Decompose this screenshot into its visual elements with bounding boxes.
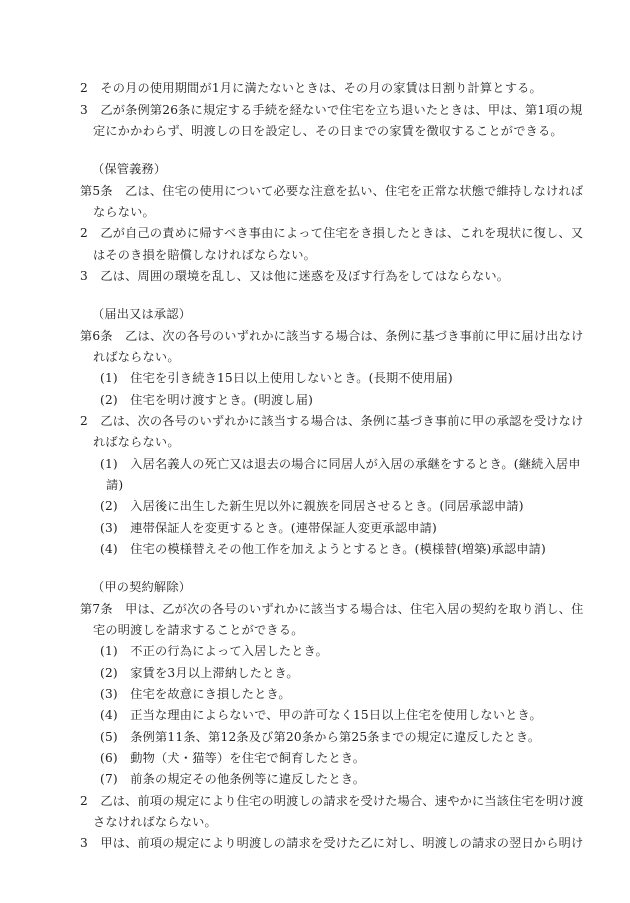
- list-item: (1) 住宅を引き続き15日以上使用しないとき。(長期不使用届): [100, 371, 453, 385]
- section-heading: （保管義務）: [92, 162, 167, 176]
- text-line: 定にかかわらず、明渡しの日を設定し、その日までの家賃を徴収することができる。: [93, 124, 563, 138]
- text-line: 第5条 乙は、住宅の使用について必要な注意を払い、住宅を正常な状態で維持しなければ: [80, 184, 584, 198]
- text-line: 第6条 乙は、次の各号のいずれかに該当する場合は、条例に基づき事前に甲に届け出なけ: [80, 329, 584, 343]
- text-line: さなければならない。: [93, 815, 217, 829]
- list-item: (4) 正当な理由によらないで、甲の許可なく15日以上住宅を使用しないとき。: [100, 708, 542, 722]
- text-line: 3 乙が条例第26条に規定する手続を経ないで住宅を立ち退いたときは、甲は、第1項の規: [80, 103, 583, 117]
- text-line: 3 乙は、周囲の環境を乱し、又は他に迷惑を及ぼす行為をしてはならない。: [80, 269, 510, 283]
- list-item: (1) 入居名義人の死亡又は退去の場合に同居人が入居の承継をするとき。(継続入居申: [100, 457, 581, 471]
- list-item: (6) 動物（犬・猫等）を住宅で飼育したとき。: [100, 751, 366, 765]
- list-item: (7) 前条の規定その他条例等に違反したとき。: [100, 772, 366, 786]
- text-line: 第7条 甲は、乙が次の各号のいずれかに該当する場合は、住宅入居の契約を取り消し、住: [80, 602, 584, 616]
- list-item: (5) 条例第11条、第12条及び第20条から第25条までの規定に違反したとき。: [100, 730, 541, 744]
- text-line: はそのき損を賠償しなければならない。: [93, 248, 316, 262]
- list-item: (2) 家賃を3月以上滞納したとき。: [100, 666, 299, 680]
- text-line: ならない。: [93, 205, 155, 219]
- text-line: ればならない。: [93, 350, 180, 364]
- text-line: 2 乙は、前項の規定により住宅の明渡しの請求を受けた場合、速やかに当該住宅を明け渡: [80, 794, 584, 808]
- text-line: 2 乙は、次の各号のいずれかに該当する場合は、条例に基づき事前に甲の承認を受けなけ: [80, 414, 584, 428]
- section-heading: （甲の契約解除）: [92, 580, 192, 594]
- text-line: ればならない。: [93, 435, 180, 449]
- list-item: (2) 住宅を明け渡すとき。(明渡し届): [100, 393, 314, 407]
- list-item-continuation: 請): [106, 478, 124, 492]
- list-item: (3) 連帯保証人を変更するとき。(連帯保証人変更承認申請): [100, 521, 437, 535]
- text-line: 2 乙が自己の責めに帰すべき事由によって住宅をき損したときは、これを現状に復し、又: [80, 226, 584, 240]
- text-line: 2 その月の使用期間が1月に満たないときは、その月の家賃は日割り計算とする。: [80, 81, 542, 95]
- section-heading: （届出又は承認）: [92, 307, 192, 321]
- list-item: (1) 不正の行為によって入居したとき。: [100, 644, 328, 658]
- list-item: (2) 入居後に出生した新生児以外に親族を同居させるとき。(同居承認申請): [100, 499, 524, 513]
- list-item: (3) 住宅を故意にき損したとき。: [100, 687, 291, 701]
- list-item: (4) 住宅の模様替えその他工作を加えようとするとき。(模様替(増築)承認申請): [100, 542, 546, 556]
- text-line: 宅の明渡しを請求することができる。: [93, 623, 304, 637]
- text-line: 3 甲は、前項の規定により明渡しの請求を受けた乙に対し、明渡しの請求の翌日から明け: [80, 836, 584, 850]
